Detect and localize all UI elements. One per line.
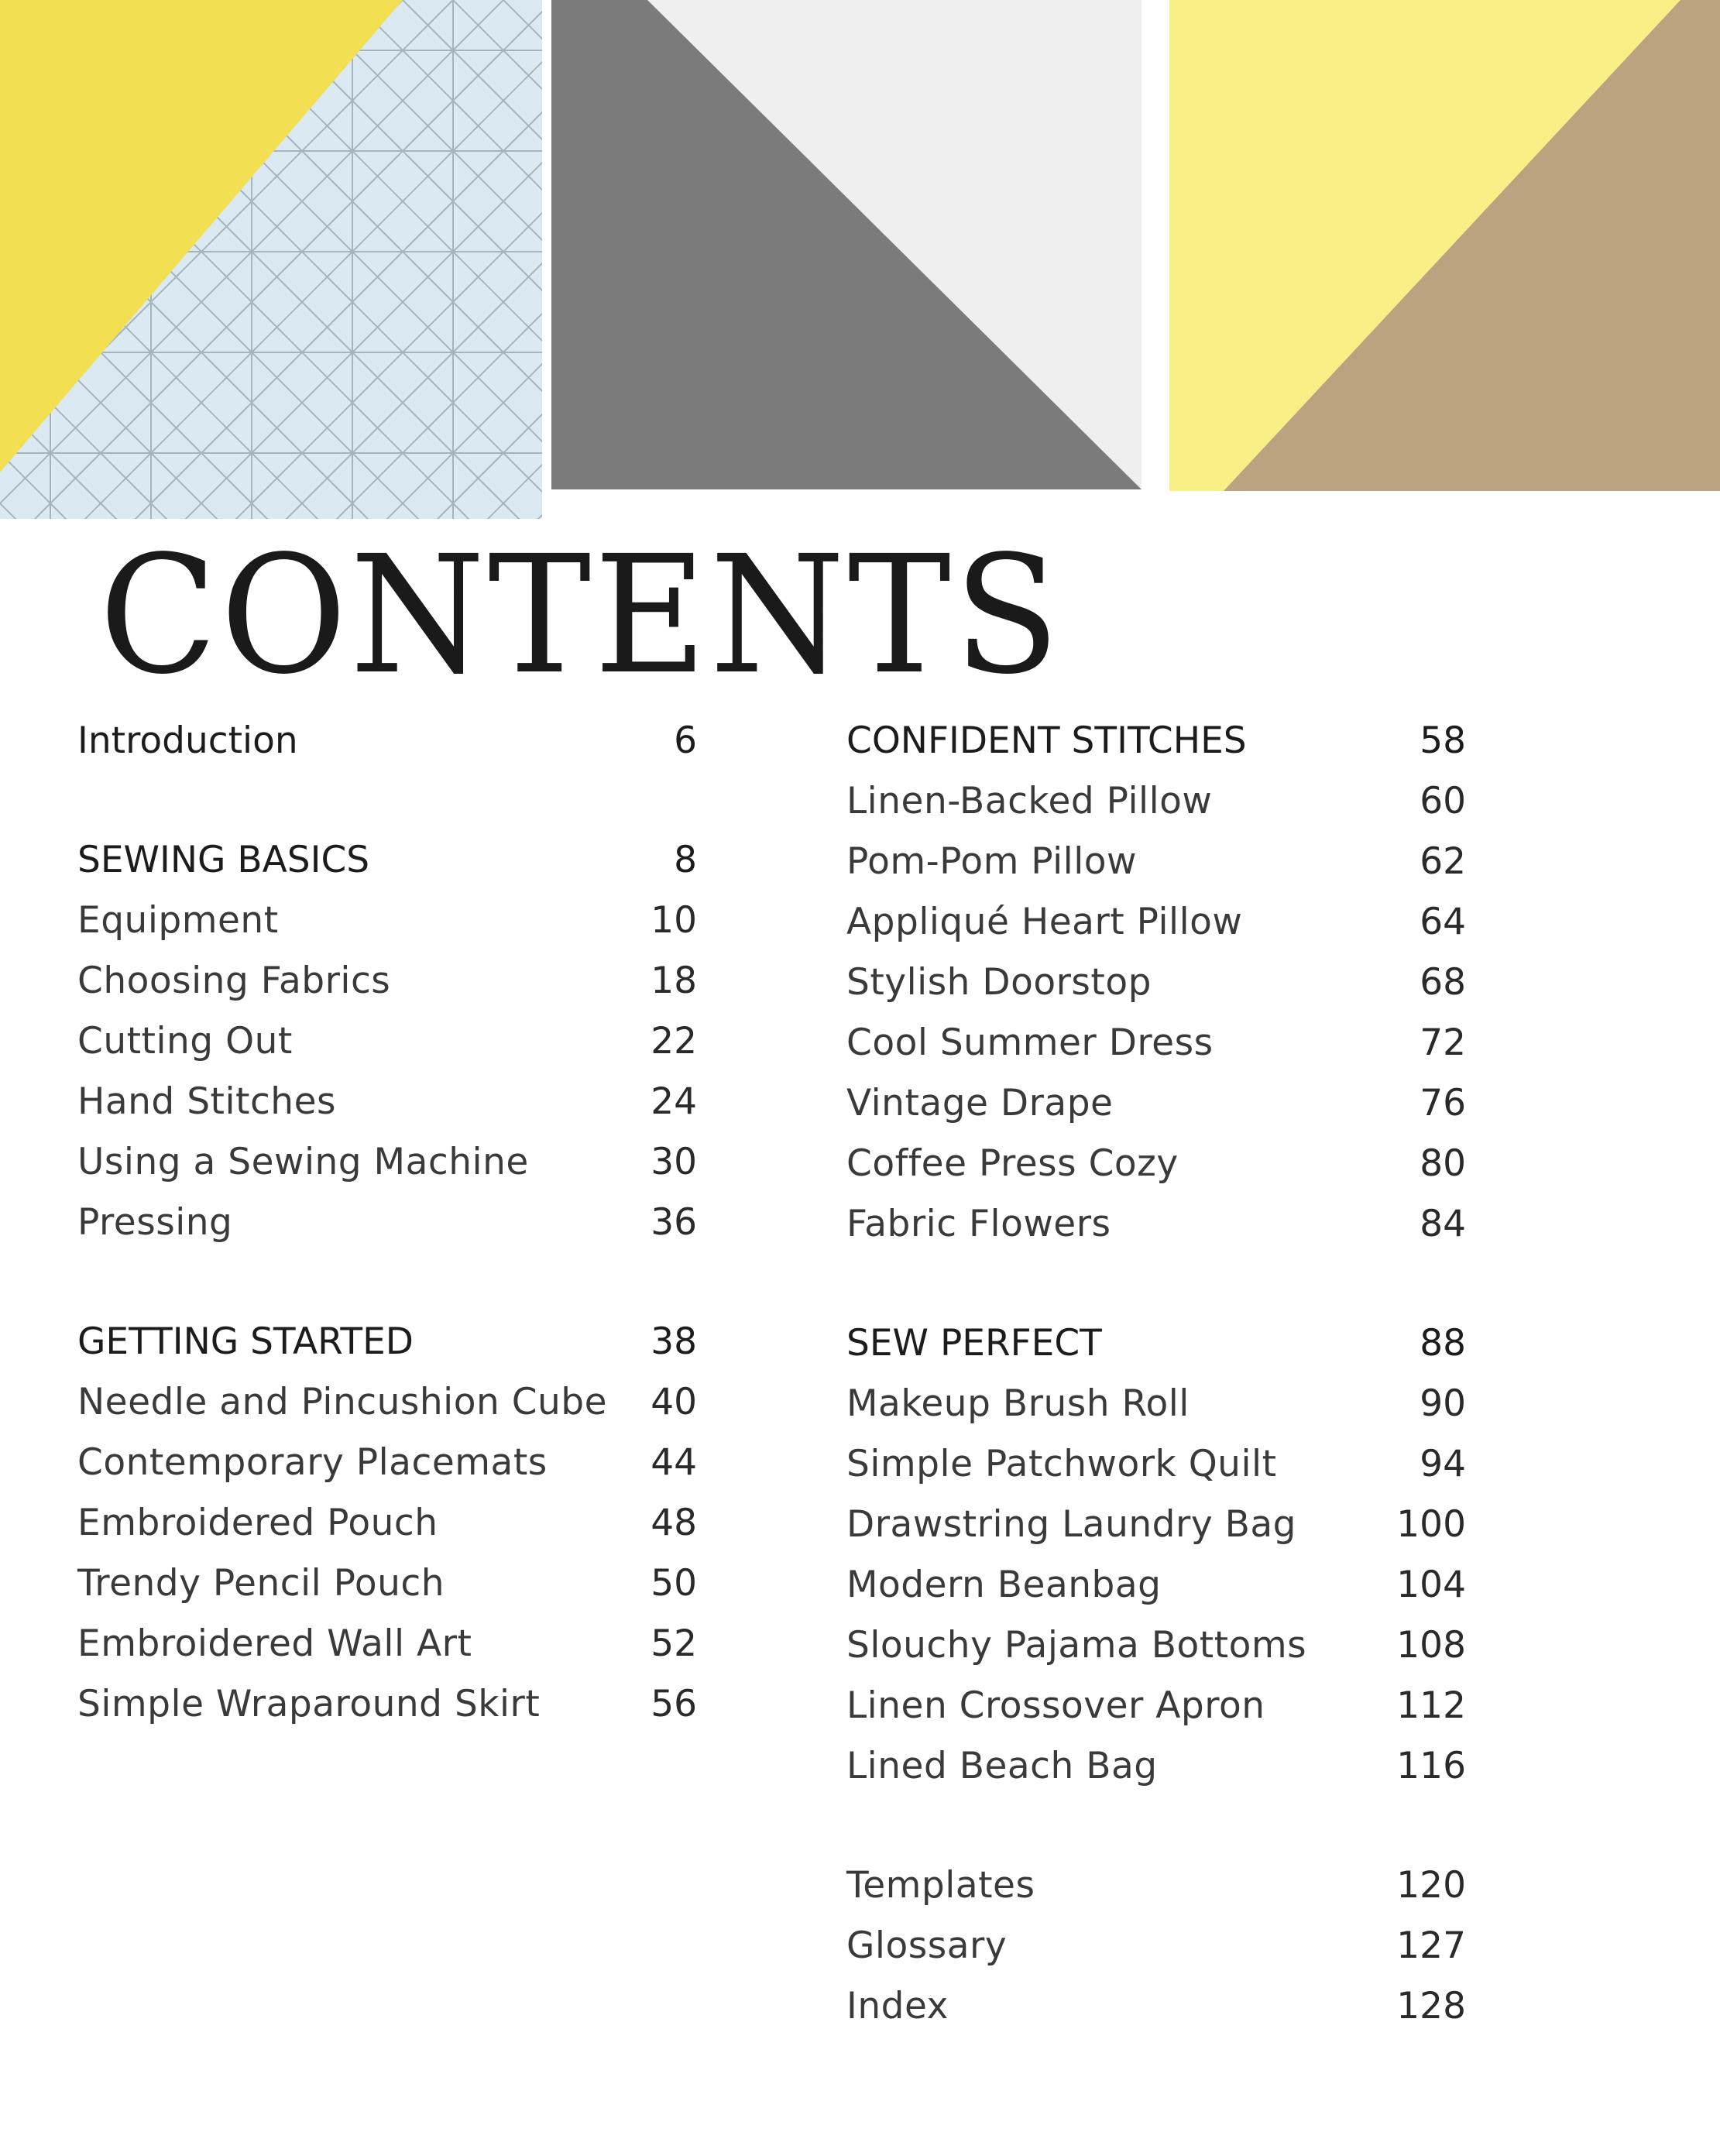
page-title: CONTENTS [99, 520, 1063, 710]
entry-title: Embroidered Wall Art [77, 1622, 472, 1665]
entry-title: Index [846, 1985, 949, 2027]
section-heading-sew-perfect [846, 1313, 1466, 1374]
page-number: 88 [1420, 1322, 1466, 1365]
section-heading-sewing-basics [77, 830, 697, 891]
toc-entry-embroidered-wall-art [77, 1614, 697, 1674]
toc-entry-using-a-sewing-machine [77, 1132, 697, 1193]
page-number: 50 [651, 1562, 697, 1605]
toc-entry-slouchy-pajama-bottoms [846, 1615, 1466, 1676]
entry-title: Modern Beanbag [846, 1564, 1162, 1606]
toc-entry-makeup-brush-roll [846, 1374, 1466, 1434]
toc-entry-needle-and-pincushion-cube [77, 1372, 697, 1433]
entry-title: Choosing Fabrics [77, 960, 391, 1002]
entry-title: Cutting Out [77, 1020, 293, 1063]
page-number: 48 [651, 1502, 697, 1544]
entry-title: Simple Patchwork Quilt [846, 1443, 1277, 1485]
toc-section [846, 711, 1466, 1255]
entry-title: Pom-Pom Pillow [846, 840, 1137, 883]
entry-title: Lined Beach Bag [846, 1745, 1158, 1787]
page-number: 108 [1396, 1624, 1466, 1667]
toc-entry-simple-patchwork-quilt [846, 1434, 1466, 1495]
toc-entry-glossary [846, 1916, 1466, 1976]
toc-entry-pom-pom-pillow [846, 832, 1466, 892]
page-number: 40 [651, 1381, 697, 1423]
entry-title: SEWING BASICS [77, 839, 370, 881]
section-gap [77, 771, 697, 830]
entry-title: Introduction [77, 719, 298, 762]
page-number: 80 [1420, 1142, 1466, 1185]
page-number: 22 [651, 1020, 697, 1063]
toc-entry-simple-wraparound-skirt [77, 1674, 697, 1735]
toc-entry-stylish-doorstop [846, 953, 1466, 1013]
contents-column-right [846, 711, 1466, 2037]
section-gap [846, 1797, 1466, 1856]
page-number: 68 [1420, 961, 1466, 1004]
page-number: 76 [1420, 1082, 1466, 1124]
page-number: 56 [651, 1683, 697, 1725]
entry-title: Contemporary Placemats [77, 1441, 548, 1484]
page-number: 62 [1420, 840, 1466, 883]
toc-entry-drawstring-laundry-bag [846, 1495, 1466, 1555]
toc-entry-linen-backed-pillow [846, 771, 1466, 832]
toc-entry-trendy-pencil-pouch [77, 1553, 697, 1614]
page-number: 127 [1396, 1924, 1466, 1967]
entry-title: Pressing [77, 1201, 233, 1244]
toc-section [77, 830, 697, 1253]
page-number: 6 [674, 719, 697, 762]
entry-title: Embroidered Pouch [77, 1502, 438, 1544]
entry-title: CONFIDENT STITCHES [846, 719, 1247, 762]
entry-title: Stylish Doorstop [846, 961, 1152, 1004]
entry-title: Appliqué Heart Pillow [846, 901, 1243, 943]
entry-title: SEW PERFECT [846, 1322, 1102, 1365]
entry-title: Fabric Flowers [846, 1203, 1111, 1245]
page-number: 94 [1420, 1443, 1466, 1485]
toc-entry-embroidered-pouch [77, 1493, 697, 1553]
toc-entry-equipment [77, 891, 697, 951]
entry-title: Trendy Pencil Pouch [77, 1562, 445, 1605]
toc-entry-coffee-press-cozy [846, 1134, 1466, 1194]
toc-entry-hand-stitches [77, 1072, 697, 1132]
section-gap [846, 1255, 1466, 1313]
page-number: 38 [651, 1320, 697, 1363]
section-heading-confident-stitches [846, 711, 1466, 771]
entry-title: Slouchy Pajama Bottoms [846, 1624, 1307, 1667]
page-number: 72 [1420, 1021, 1466, 1064]
entry-title: Equipment [77, 899, 279, 942]
toc-section [77, 1312, 697, 1735]
toc-entry-pressing [77, 1193, 697, 1253]
toc-section [846, 1856, 1466, 2037]
page-number: 100 [1396, 1503, 1466, 1546]
page-number: 116 [1396, 1745, 1466, 1787]
page-number: 58 [1420, 719, 1466, 762]
entry-title: Needle and Pincushion Cube [77, 1381, 608, 1423]
toc-entry-fabric-flowers [846, 1194, 1466, 1255]
page-number: 60 [1420, 780, 1466, 822]
page-number: 44 [651, 1441, 697, 1484]
entry-title: Drawstring Laundry Bag [846, 1503, 1296, 1546]
toc-entry-vintage-drape [846, 1073, 1466, 1134]
page-number: 128 [1396, 1985, 1466, 2027]
toc-entry-templates [846, 1856, 1466, 1916]
entry-title: Using a Sewing Machine [77, 1141, 529, 1183]
page-number: 18 [651, 960, 697, 1002]
toc-entry-index [846, 1976, 1466, 2037]
toc-section [77, 711, 697, 771]
toc-entry-contemporary-placemats [77, 1433, 697, 1493]
page-number: 52 [651, 1622, 697, 1665]
toc-entry-choosing-fabrics [77, 951, 697, 1011]
page-number: 84 [1420, 1203, 1466, 1245]
entry-title: Vintage Drape [846, 1082, 1114, 1124]
page-number: 120 [1396, 1864, 1466, 1907]
page-number: 112 [1396, 1684, 1466, 1727]
entry-title: Cool Summer Dress [846, 1021, 1214, 1064]
section-gap [77, 1253, 697, 1312]
page-number: 10 [651, 899, 697, 942]
page-number: 30 [651, 1141, 697, 1183]
toc-entry-cool-summer-dress [846, 1013, 1466, 1073]
section-heading-introduction [77, 711, 697, 771]
decorative-banner [0, 0, 1720, 527]
toc-section [846, 1313, 1466, 1797]
entry-title: GETTING STARTED [77, 1320, 414, 1363]
page-number: 36 [651, 1201, 697, 1244]
entry-title: Coffee Press Cozy [846, 1142, 1179, 1185]
toc-entry-cutting-out [77, 1011, 697, 1072]
section-heading-getting-started [77, 1312, 697, 1372]
entry-title: Hand Stitches [77, 1080, 336, 1123]
toc-entry-modern-beanbag [846, 1555, 1466, 1615]
toc-entry-appliqu-heart-pillow [846, 892, 1466, 953]
page-number: 64 [1420, 901, 1466, 943]
entry-title: Templates [846, 1864, 1035, 1907]
page-number: 104 [1396, 1564, 1466, 1606]
toc-entry-linen-crossover-apron [846, 1676, 1466, 1736]
page-number: 8 [674, 839, 697, 881]
page-number: 24 [651, 1080, 697, 1123]
entry-title: Simple Wraparound Skirt [77, 1683, 541, 1725]
entry-title: Linen Crossover Apron [846, 1684, 1265, 1727]
entry-title: Linen-Backed Pillow [846, 780, 1213, 822]
entry-title: Glossary [846, 1924, 1008, 1967]
entry-title: Makeup Brush Roll [846, 1382, 1190, 1425]
page-number: 90 [1420, 1382, 1466, 1425]
contents-column-left [77, 711, 697, 1735]
toc-entry-lined-beach-bag [846, 1736, 1466, 1797]
